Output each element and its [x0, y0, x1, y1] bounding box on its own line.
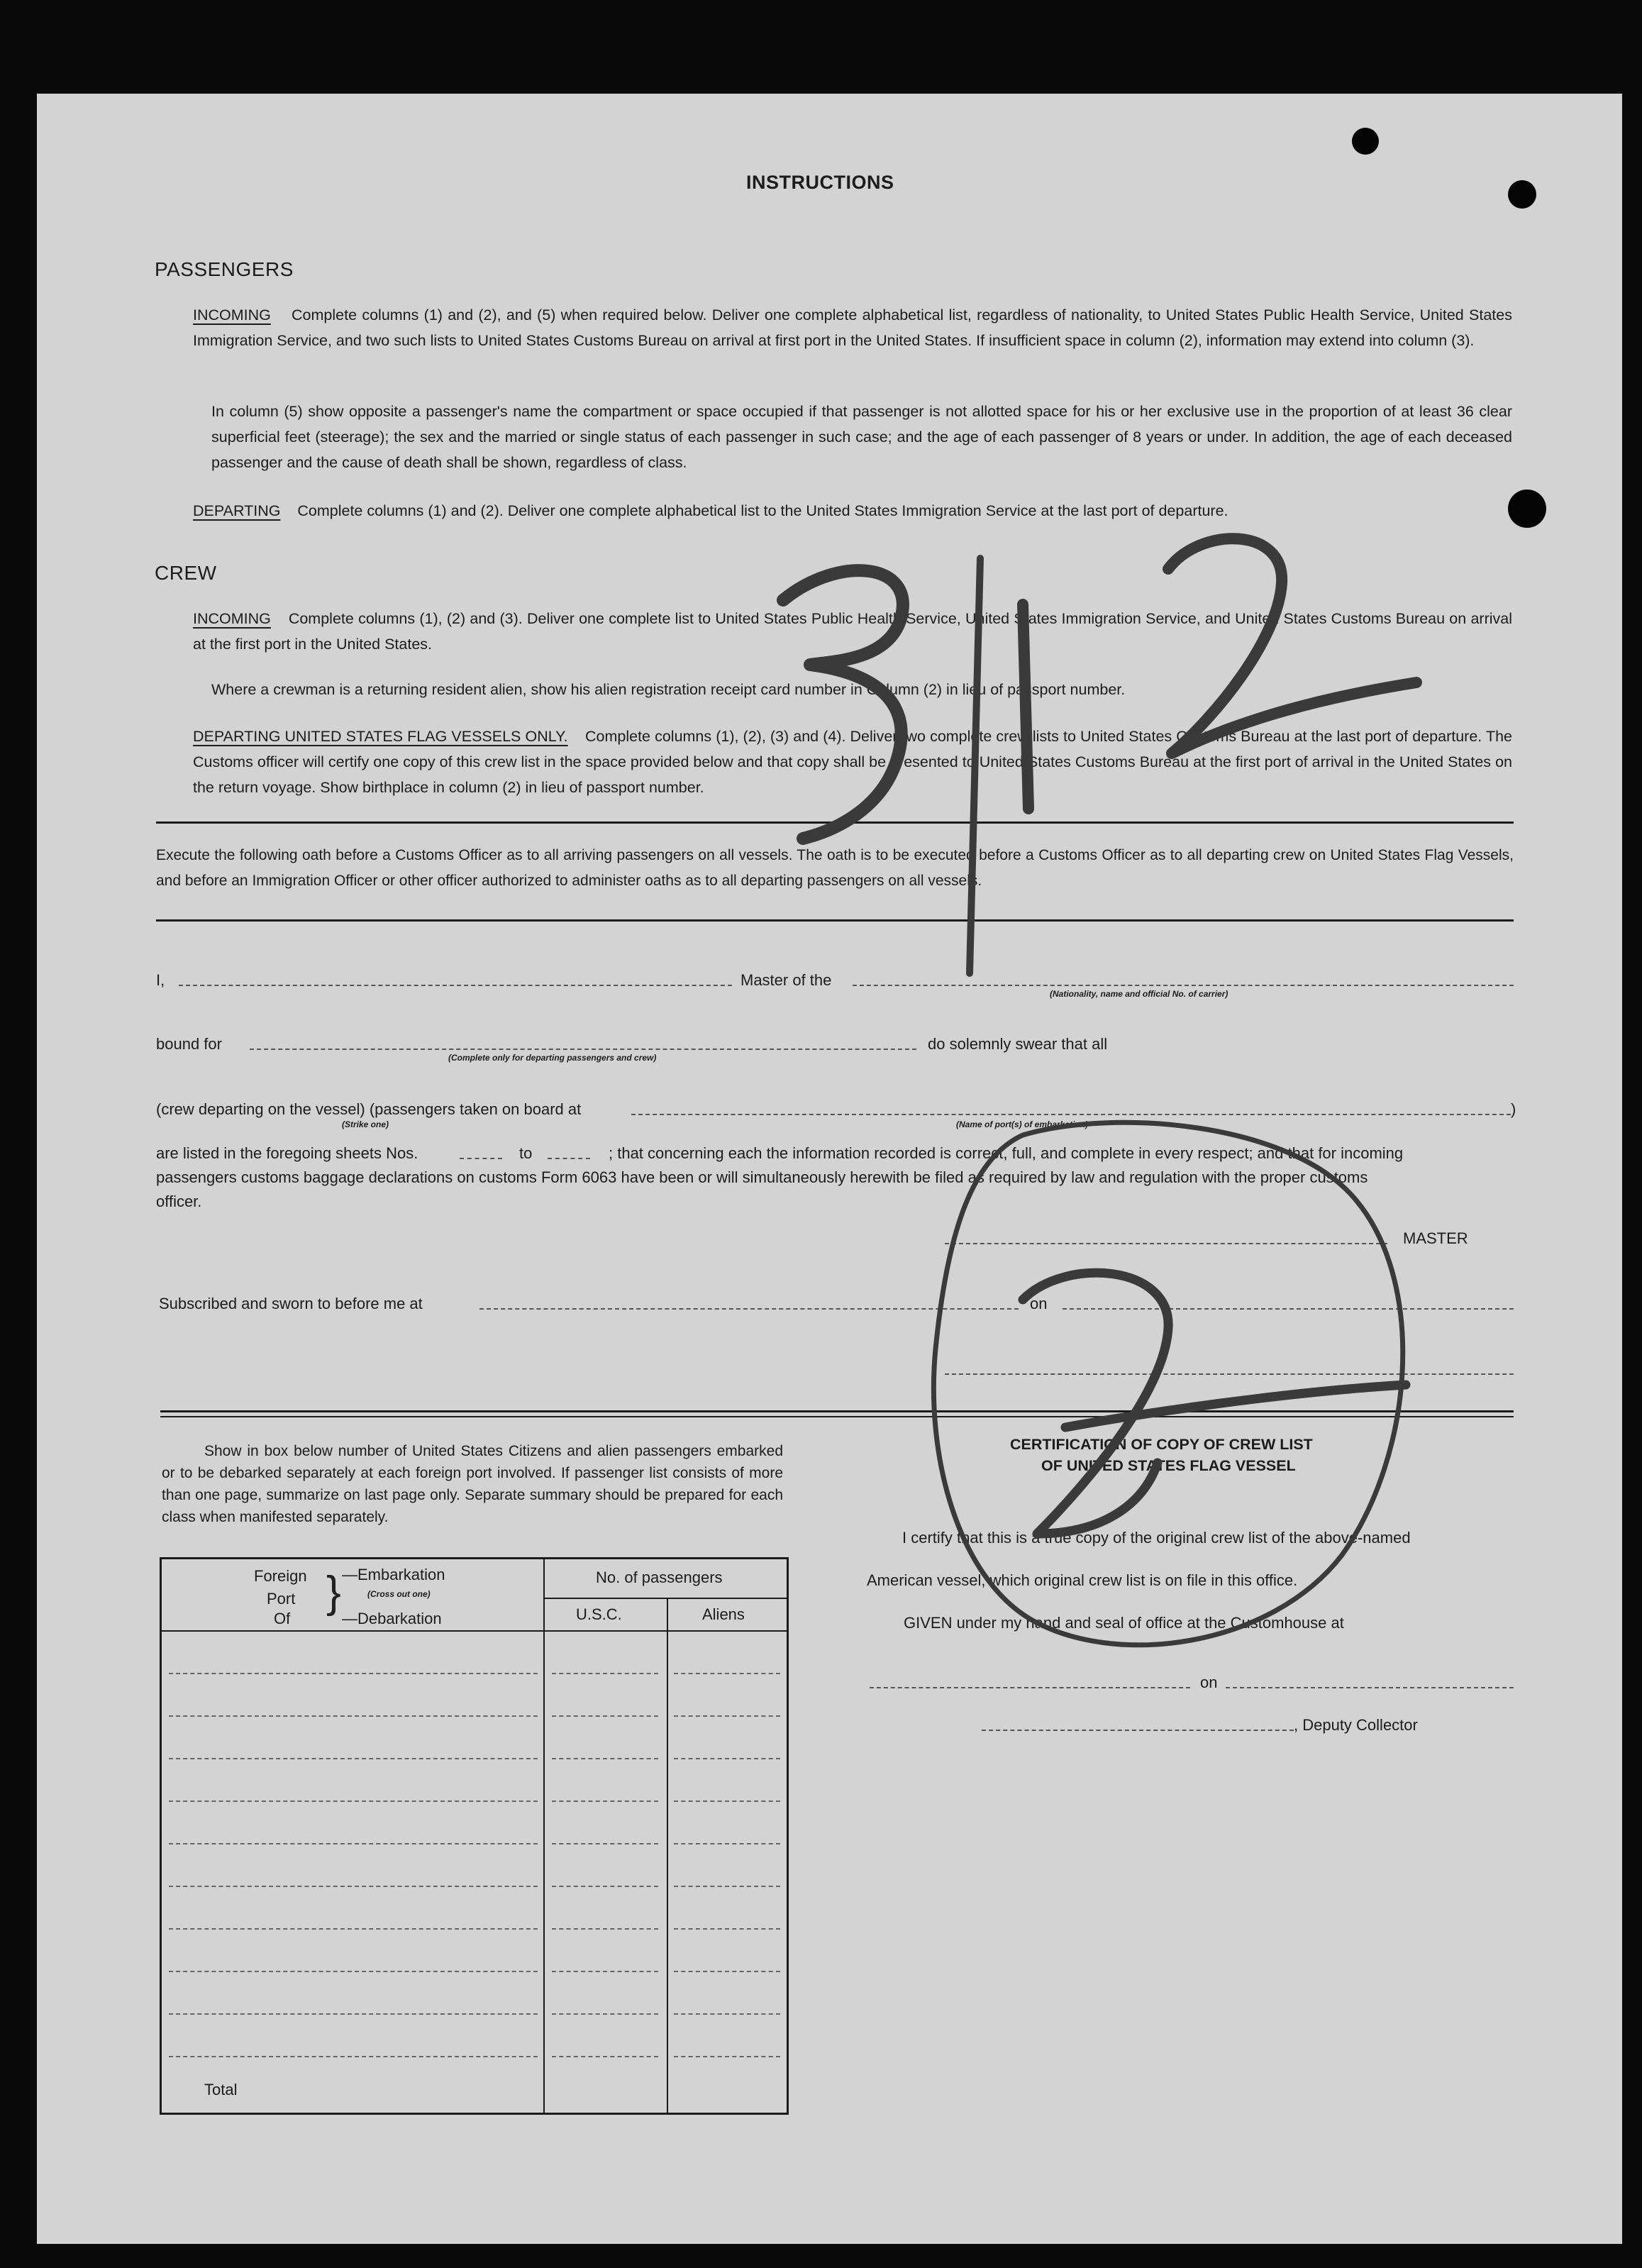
form-page [37, 94, 1622, 2244]
oath-line-2: passengers customs baggage declarations on customs Form 6063 have been or will simultaneously herewith be filed as required by law and regulation with the proper customs [156, 1168, 1368, 1186]
bound-for-label: bound for [156, 1035, 222, 1053]
crew-departing-label: (crew departing on the vessel) (passengers taken on board at [156, 1100, 582, 1118]
passengers-heading: PASSENGERS [155, 258, 294, 280]
brace-icon: } [326, 1568, 341, 1617]
punch-hole [1508, 489, 1546, 528]
certify-line-3: GIVEN under my hand and seal of office at the Customhouse at [904, 1614, 1344, 1632]
crew-departing-text: Complete columns (1), (2), (3) and (4). Deliver two complete crew lists to United States Customs Bureau at the last port of departure. The Customs officer will certify one copy of this crew list in the space provided below and that copy shall be presented to United States Customs Bureau at the first port of arrival in the United States on the return voyage. Show birthplace in column (2) in lieu of passport number. [193, 728, 1512, 796]
punch-hole [1352, 128, 1379, 155]
passengers-departing-label: DEPARTING [193, 502, 281, 519]
oath-i-label: I, [156, 971, 165, 989]
nationality-note: (Nationality, name and official No. of carrier) [1050, 989, 1228, 999]
foreign-label: Foreign [254, 1567, 307, 1585]
aliens-header: Aliens [702, 1605, 745, 1623]
oath-instructions: Execute the following oath before a Customs Officer as to all arriving passengers on all vessels. The oath is to be executed before a Customs Officer as to all departing crew on United States Flag Vessels, and before an Immigration Officer or other officer authorized to administer oaths as to all departing passengers on all vessels. [156, 847, 1514, 889]
passengers-column5-paragraph: In column (5) show opposite a passenger's name the compartment or space occupied if that passenger is not allotted space for his or her exclusive use in the proportion of at least 36 clear superficial feet (steerage); the sex and the married or single status of each passenger in such case; and the age of each passenger of 8 years or under. In addition, the age of each deceased passenger and the cause of death shall be shown, regardless of class. [211, 403, 1512, 471]
embarkation-label[interactable]: —Embarkation [342, 1566, 445, 1583]
strike-one-note: (Strike one) [342, 1119, 389, 1129]
crew-departing-label: DEPARTING UNITED STATES FLAG VESSELS ONLY. [193, 728, 568, 745]
handwritten-marks [37, 94, 1622, 2244]
passengers-departing-text: Complete columns (1) and (2). Deliver one complete alphabetical list to the United States Immigration Service at the last port of departure. [297, 502, 1228, 519]
page-title: INSTRUCTIONS [746, 172, 894, 193]
crew-heading: CREW [155, 562, 217, 584]
listed-label: are listed in the foregoing sheets Nos. [156, 1144, 418, 1162]
debarkation-label[interactable]: —Debarkation [342, 1610, 442, 1627]
complete-only-note: (Complete only for departing passengers and crew) [448, 1053, 657, 1063]
swear-label: do solemnly swear that all [928, 1035, 1108, 1053]
crew-incoming-label: INCOMING [193, 610, 271, 627]
of-label: Of [274, 1610, 291, 1627]
crew-incoming-text: Complete columns (1), (2) and (3). Deliver one complete list to United States Public Health Service, United States Immigration Service, and United States Customs Bureau on arrival at the first port in the United States. [193, 610, 1512, 653]
port-note: (Name of port(s) of embarkation) [956, 1119, 1089, 1129]
certification-title-2: OF UNITED STATES FLAG VESSEL [1041, 1457, 1296, 1474]
no-of-passengers-header: No. of passengers [596, 1569, 723, 1586]
master-of-label: Master of the [740, 971, 832, 989]
port-label: Port [267, 1590, 296, 1608]
certify-line-2: American vessel, which original crew list is on file in this office. [867, 1571, 1298, 1589]
deputy-collector-label: , Deputy Collector [1294, 1716, 1418, 1734]
cross-out-note: (Cross out one) [367, 1589, 431, 1599]
crew-resident-paragraph: Where a crewman is a returning resident alien, show his alien registration receipt card number in Column (2) in lieu of passport number. [211, 681, 1126, 698]
listed-rest: ; that concerning each the information recorded is correct, full, and complete in every respect; and that for incoming [609, 1144, 1404, 1162]
summary-instructions: Show in box below number of United States Citizens and alien passengers embarked or to be debarked separately at each foreign port involved. If passenger list consists of more than one page, summarize on last page only. Separate summary should be prepared for each class when manifested separately. [162, 1443, 783, 1525]
oath-line-3: officer. [156, 1193, 202, 1210]
certify-line-1: I certify that this is a true copy of the original crew list of the above-named [902, 1529, 1411, 1547]
to-label: to [519, 1144, 533, 1162]
total-label: Total [204, 2081, 238, 2098]
passengers-incoming-text: Complete columns (1) and (2), and (5) when required below. Deliver one complete alphabetical list, regardless of nationality, to United States Public Health Service, United States Immigration Service, and two such lists to United States Customs Bureau on arrival at first port in the United States. If insufficient space in column (2), information may extend into column (3). [193, 306, 1512, 349]
usc-header: U.S.C. [576, 1605, 622, 1623]
subscribed-label: Subscribed and sworn to before me at [159, 1295, 423, 1312]
certification-title-1: CERTIFICATION OF COPY OF CREW LIST [1010, 1436, 1313, 1453]
punch-hole [1508, 180, 1536, 209]
master-label: MASTER [1403, 1229, 1468, 1247]
sworn-on-label: on [1030, 1295, 1048, 1312]
passengers-incoming-label: INCOMING [193, 306, 271, 323]
certify-on-label: on [1200, 1674, 1218, 1691]
close-paren: ) [1511, 1100, 1516, 1118]
